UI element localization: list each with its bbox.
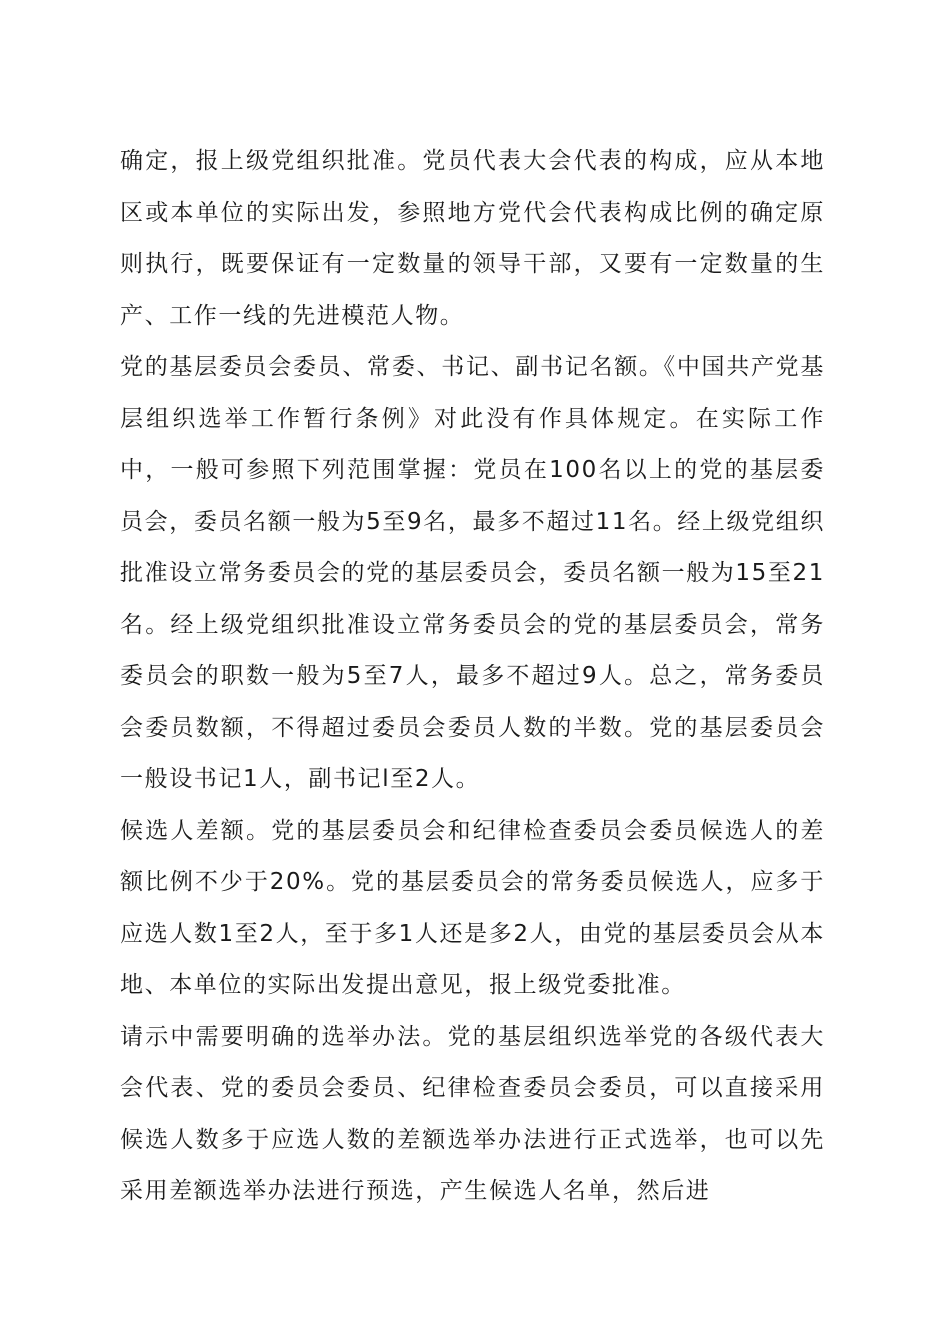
paragraph-election-method: 请示中需要明确的选举办法。党的基层组织选举党的各级代表大会代表、党的委员会委员、纪律检查委员会委员，可以直接采用候选人数多于应选人数的差额选举办法进行正式选举，也可以先采用差额选举办法进行预选，产生候选人名单，然后进 <box>120 1023 825 1204</box>
paragraph-delegate-composition: 确定，报上级党组织批准。党员代表大会代表的构成，应从本地区或本单位的实际出发，参照地方党代会代表构成比例的确定原则执行，既要保证有一定数量的领导干部，又要有一定数量的生产、工作一线的先进模范人物。 <box>120 148 825 329</box>
paragraph-committee-quota: 党的基层委员会委员、常委、书记、副书记名额。《中国共产党基层组织选举工作暂行条例》对此没有作具体规定。在实际工作中，一般可参照下列范围掌握：党员在100名以上的党的基层委员会，委员名额一般为5至9名，最多不超过11名。经上级党组织批准设立常务委员会的党的基层委员会，委员名额一般为15至21名。经上级党组织批准设立常务委员会的党的基层委员会，常务委员会的职数一般为5至7人，最多不超过9人。总之，常务委员会委员数额，不得超过委员会委员人数的半数。党的基层委员会一般设书记1人，副书记l至2人。 <box>120 354 825 792</box>
document-body <box>120 136 825 1218</box>
paragraph-candidate-margin: 候选人差额。党的基层委员会和纪律检查委员会委员候选人的差额比例不少于20%。党的基层委员会的常务委员候选人，应多于应选人数1至2人，至于多1人还是多2人，由党的基层委员会从本地、本单位的实际出发提出意见，报上级党委批准。 <box>120 817 825 998</box>
